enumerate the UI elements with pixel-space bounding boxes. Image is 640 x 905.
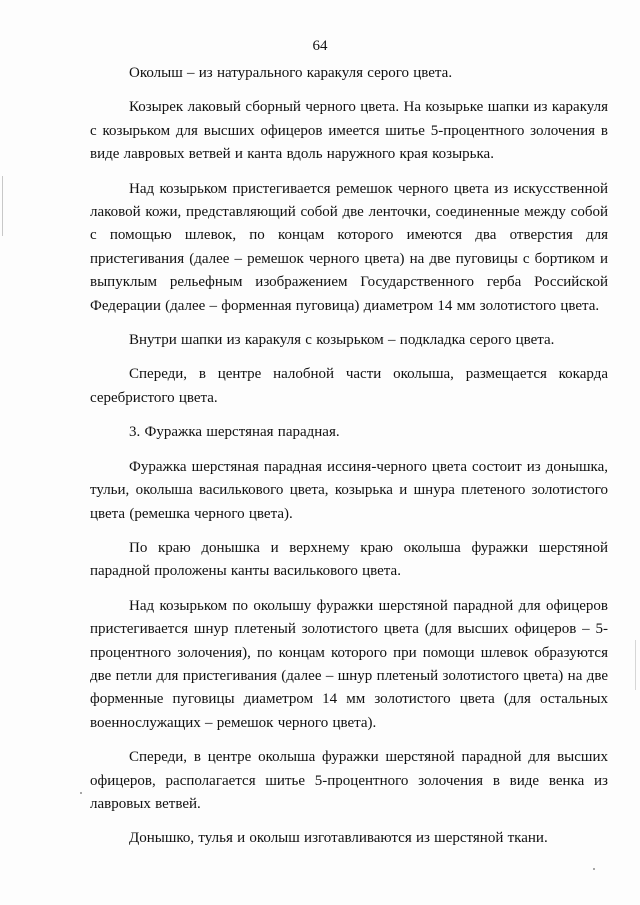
paragraph: По краю донышка и верхнему краю околыша фуражки шерстяной парадной проложены канты василькового цвета. — [90, 539, 608, 580]
section-heading: 3. Фуражка шерстяная парадная. — [129, 424, 340, 441]
paragraph: Околыш – из натурального каракуля серого цвета. — [129, 65, 453, 81]
scan-edge-mark — [635, 640, 636, 690]
paragraph: Донышко, тулья и околыш изготавливаются из шерстяной ткани. — [129, 830, 548, 847]
paragraph: Фуражка шерстяная парадная иссиня-черного цвета состоит из донышка, тульи, околыша василькового цвета, козырька и шнура плетеного золотистого цвета (ремешка черного цвета). — [90, 458, 608, 522]
page-number: 64 — [312, 38, 328, 54]
scan-edge-mark — [2, 176, 3, 236]
paragraph: Спереди, в центре налобной части околыша, размещается кокарда серебристого цвета. — [90, 366, 608, 406]
paragraph: Внутри шапки из каракуля с козырьком – подкладка серого цвета. — [129, 332, 555, 349]
document-body — [90, 62, 608, 851]
paragraph: Над козырьком пристегивается ремешок черного цвета из искусственной лаковой кожи, представляющий собой две ленточки, соединенные между собой с помощью шлевок, по концам которого имеются два отверстия для пристегивания (далее – ремешок черного цвета) на две пуговицы с бортиком и выпуклым рельефным изображением Государственного герба Российской Федерации (далее – форменная пуговица) диаметром 14 мм золотистого цвета. — [90, 180, 608, 314]
scan-speck — [593, 868, 595, 870]
scan-speck — [80, 792, 82, 794]
paragraph: Спереди, в центре околыша фуражки шерстяной парадной для высших офицеров, располагается шитье 5-процентного золочения в виде венка из лавровых ветвей. — [90, 749, 608, 812]
paragraph: Козырек лаковый сборный черного цвета. На козырьке шапки из каракуля с козырьком для высших офицеров имеется шитье 5-процентного золочения в виде лавровых ветвей и канта вдоль наружного края козырька. — [90, 99, 608, 163]
paragraph: Над козырьком по околышу фуражки шерстяной парадной для офицеров пристегивается шнур плетеный золотистого цвета (для высших офицеров – 5-процентного золочения), по концам которого при помощи шлевок образуются две петли для пристегивания (далее – шнур плетеный золотистого цвета) на две форменные пуговицы диаметром 14 мм золотистого цвета (для остальных военнослужащих – ремешок черного цвета). — [90, 597, 608, 731]
